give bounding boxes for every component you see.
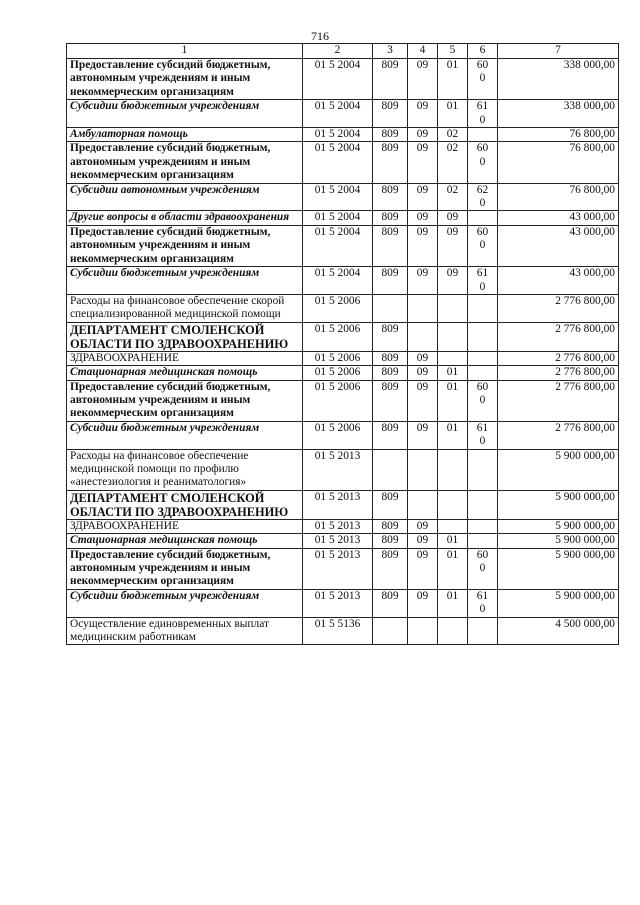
header-row — [67, 44, 619, 59]
expense-type-cell — [468, 294, 498, 322]
department-code-cell: 809 — [373, 490, 408, 519]
target-code-cell: 01 5 2004 — [303, 225, 373, 266]
subsection-code-cell: 09 — [438, 267, 468, 295]
amount-cell: 5 900 000,00 — [498, 548, 619, 589]
amount-cell: 5 900 000,00 — [498, 449, 619, 490]
amount-cell: 5 900 000,00 — [498, 519, 619, 533]
subsection-code-cell: 09 — [438, 211, 468, 225]
table-row — [67, 548, 619, 589]
expense-type-cell: 61 0 — [468, 421, 498, 449]
section-code-cell: 09 — [408, 225, 438, 266]
expense-type-cell: 60 0 — [468, 225, 498, 266]
amount-cell: 43 000,00 — [498, 225, 619, 266]
table-row — [67, 617, 619, 645]
subsection-code-cell: 09 — [438, 225, 468, 266]
department-code-cell: 809 — [373, 534, 408, 548]
row-name-cell: Субсидии автономным учреждениям — [67, 183, 303, 211]
target-code-cell: 01 5 2006 — [303, 421, 373, 449]
subsection-code-cell — [438, 519, 468, 533]
section-code-cell: 09 — [408, 100, 438, 128]
expense-type-cell: 61 0 — [468, 589, 498, 617]
department-code-cell: 809 — [373, 100, 408, 128]
page-number: 716 — [311, 29, 329, 43]
row-name-cell: Расходы на финансовое обеспечение скорой специализированной медицинской помощи — [67, 294, 303, 322]
row-name-cell: Субсидии бюджетным учреждениям — [67, 267, 303, 295]
table-row — [67, 59, 619, 100]
expense-type-cell: 61 0 — [468, 100, 498, 128]
table-row — [67, 100, 619, 128]
amount-cell: 43 000,00 — [498, 211, 619, 225]
header-cell: 4 — [408, 44, 438, 59]
department-code-cell: 809 — [373, 380, 408, 421]
section-code-cell: 09 — [408, 59, 438, 100]
header-cell: 1 — [67, 44, 303, 59]
amount-cell: 2 776 800,00 — [498, 380, 619, 421]
table-row — [67, 142, 619, 183]
header-cell: 2 — [303, 44, 373, 59]
section-code-cell: 09 — [408, 142, 438, 183]
department-code-cell: 809 — [373, 548, 408, 589]
subsection-code-cell — [438, 617, 468, 645]
subsection-code-cell: 02 — [438, 142, 468, 183]
subsection-code-cell: 01 — [438, 380, 468, 421]
department-code-cell — [373, 449, 408, 490]
target-code-cell: 01 5 2004 — [303, 100, 373, 128]
department-code-cell: 809 — [373, 519, 408, 533]
target-code-cell: 01 5 2004 — [303, 267, 373, 295]
table-row — [67, 267, 619, 295]
expense-type-cell — [468, 351, 498, 365]
expense-type-cell — [468, 366, 498, 380]
row-name-cell: Субсидии бюджетным учреждениям — [67, 100, 303, 128]
section-code-cell: 09 — [408, 380, 438, 421]
table-row — [67, 322, 619, 351]
department-code-cell: 809 — [373, 59, 408, 100]
section-code-cell: 09 — [408, 589, 438, 617]
section-code-cell: 09 — [408, 421, 438, 449]
section-code-cell: 09 — [408, 366, 438, 380]
target-code-cell: 01 5 2013 — [303, 534, 373, 548]
section-code-cell: 09 — [408, 267, 438, 295]
expense-type-cell — [468, 490, 498, 519]
table-row — [67, 294, 619, 322]
row-name-cell: ЗДРАВООХРАНЕНИЕ — [67, 351, 303, 365]
section-code-cell — [408, 449, 438, 490]
expense-type-cell — [468, 534, 498, 548]
section-code-cell — [408, 617, 438, 645]
expense-type-cell — [468, 617, 498, 645]
subsection-code-cell — [438, 490, 468, 519]
expense-type-cell — [468, 322, 498, 351]
row-name-cell: ДЕПАРТАМЕНТ СМОЛЕНСКОЙ ОБЛАСТИ ПО ЗДРАВООХРАНЕНИЮ — [67, 322, 303, 351]
expense-type-cell: 60 0 — [468, 380, 498, 421]
amount-cell: 5 900 000,00 — [498, 589, 619, 617]
subsection-code-cell: 01 — [438, 100, 468, 128]
target-code-cell: 01 5 2013 — [303, 490, 373, 519]
amount-cell: 76 800,00 — [498, 142, 619, 183]
target-code-cell: 01 5 2006 — [303, 380, 373, 421]
department-code-cell: 809 — [373, 225, 408, 266]
row-name-cell: Субсидии бюджетным учреждениям — [67, 421, 303, 449]
table-body — [67, 59, 619, 645]
amount-cell: 2 776 800,00 — [498, 366, 619, 380]
subsection-code-cell — [438, 449, 468, 490]
amount-cell: 338 000,00 — [498, 100, 619, 128]
header-cell: 6 — [468, 44, 498, 59]
department-code-cell: 809 — [373, 366, 408, 380]
row-name-cell: ЗДРАВООХРАНЕНИЕ — [67, 519, 303, 533]
budget-table — [66, 43, 619, 645]
department-code-cell: 809 — [373, 128, 408, 142]
table-row — [67, 211, 619, 225]
subsection-code-cell: 01 — [438, 59, 468, 100]
table-row — [67, 449, 619, 490]
section-code-cell — [408, 294, 438, 322]
row-name-cell: Другие вопросы в области здравоохранения — [67, 211, 303, 225]
expense-type-cell: 62 0 — [468, 183, 498, 211]
amount-cell: 2 776 800,00 — [498, 294, 619, 322]
row-name-cell: Предоставление субсидий бюджетным, автономным учреждениям и иным некоммерческим организациям — [67, 59, 303, 100]
section-code-cell: 09 — [408, 534, 438, 548]
target-code-cell: 01 5 2013 — [303, 548, 373, 589]
subsection-code-cell — [438, 294, 468, 322]
target-code-cell: 01 5 2013 — [303, 449, 373, 490]
row-name-cell: Субсидии бюджетным учреждениям — [67, 589, 303, 617]
target-code-cell: 01 5 2006 — [303, 351, 373, 365]
row-name-cell: Предоставление субсидий бюджетным, автономным учреждениям и иным некоммерческим организациям — [67, 142, 303, 183]
amount-cell: 5 900 000,00 — [498, 490, 619, 519]
row-name-cell: Расходы на финансовое обеспечение медицинской помощи по профилю «анестезиология и реаниматология» — [67, 449, 303, 490]
section-code-cell — [408, 490, 438, 519]
table-row — [67, 421, 619, 449]
section-code-cell: 09 — [408, 351, 438, 365]
header-cell: 3 — [373, 44, 408, 59]
amount-cell: 76 800,00 — [498, 128, 619, 142]
target-code-cell: 01 5 2006 — [303, 294, 373, 322]
department-code-cell: 809 — [373, 589, 408, 617]
target-code-cell: 01 5 5136 — [303, 617, 373, 645]
header-cell: 7 — [498, 44, 619, 59]
subsection-code-cell: 01 — [438, 548, 468, 589]
amount-cell: 4 500 000,00 — [498, 617, 619, 645]
department-code-cell: 809 — [373, 142, 408, 183]
row-name-cell: Амбулаторная помощь — [67, 128, 303, 142]
amount-cell: 2 776 800,00 — [498, 421, 619, 449]
row-name-cell: Предоставление субсидий бюджетным, автономным учреждениям и иным некоммерческим организациям — [67, 225, 303, 266]
target-code-cell: 01 5 2004 — [303, 183, 373, 211]
table-row — [67, 225, 619, 266]
subsection-code-cell: 01 — [438, 534, 468, 548]
subsection-code-cell: 02 — [438, 128, 468, 142]
department-code-cell — [373, 617, 408, 645]
expense-type-cell — [468, 449, 498, 490]
department-code-cell: 809 — [373, 183, 408, 211]
department-code-cell — [373, 294, 408, 322]
section-code-cell: 09 — [408, 211, 438, 225]
target-code-cell: 01 5 2004 — [303, 211, 373, 225]
table-row — [67, 351, 619, 365]
amount-cell: 338 000,00 — [498, 59, 619, 100]
department-code-cell: 809 — [373, 267, 408, 295]
subsection-code-cell — [438, 322, 468, 351]
section-code-cell — [408, 322, 438, 351]
row-name-cell: Осуществление единовременных выплат медицинским работникам — [67, 617, 303, 645]
expense-type-cell: 60 0 — [468, 548, 498, 589]
section-code-cell: 09 — [408, 183, 438, 211]
subsection-code-cell: 01 — [438, 366, 468, 380]
department-code-cell: 809 — [373, 351, 408, 365]
section-code-cell: 09 — [408, 548, 438, 589]
department-code-cell: 809 — [373, 322, 408, 351]
department-code-cell: 809 — [373, 421, 408, 449]
table-row — [67, 128, 619, 142]
section-code-cell: 09 — [408, 519, 438, 533]
expense-type-cell: 60 0 — [468, 142, 498, 183]
expense-type-cell: 60 0 — [468, 59, 498, 100]
target-code-cell: 01 5 2006 — [303, 366, 373, 380]
subsection-code-cell: 02 — [438, 183, 468, 211]
subsection-code-cell: 01 — [438, 589, 468, 617]
row-name-cell: ДЕПАРТАМЕНТ СМОЛЕНСКОЙ ОБЛАСТИ ПО ЗДРАВООХРАНЕНИЮ — [67, 490, 303, 519]
target-code-cell: 01 5 2004 — [303, 59, 373, 100]
table-row — [67, 519, 619, 533]
table-row — [67, 534, 619, 548]
row-name-cell: Предоставление субсидий бюджетным, автономным учреждениям и иным некоммерческим организациям — [67, 548, 303, 589]
amount-cell: 2 776 800,00 — [498, 351, 619, 365]
subsection-code-cell: 01 — [438, 421, 468, 449]
department-code-cell: 809 — [373, 211, 408, 225]
target-code-cell: 01 5 2004 — [303, 128, 373, 142]
row-name-cell: Предоставление субсидий бюджетным, автономным учреждениям и иным некоммерческим организациям — [67, 380, 303, 421]
table-row — [67, 183, 619, 211]
row-name-cell: Стационарная медицинская помощь — [67, 534, 303, 548]
amount-cell: 2 776 800,00 — [498, 322, 619, 351]
target-code-cell: 01 5 2006 — [303, 322, 373, 351]
target-code-cell: 01 5 2013 — [303, 519, 373, 533]
amount-cell: 43 000,00 — [498, 267, 619, 295]
expense-type-cell — [468, 519, 498, 533]
section-code-cell: 09 — [408, 128, 438, 142]
expense-type-cell: 61 0 — [468, 267, 498, 295]
row-name-cell: Стационарная медицинская помощь — [67, 366, 303, 380]
amount-cell: 76 800,00 — [498, 183, 619, 211]
table-row — [67, 366, 619, 380]
table-row — [67, 380, 619, 421]
table-row — [67, 490, 619, 519]
subsection-code-cell — [438, 351, 468, 365]
target-code-cell: 01 5 2013 — [303, 589, 373, 617]
header-cell: 5 — [438, 44, 468, 59]
table-row — [67, 589, 619, 617]
amount-cell: 5 900 000,00 — [498, 534, 619, 548]
expense-type-cell — [468, 211, 498, 225]
target-code-cell: 01 5 2004 — [303, 142, 373, 183]
expense-type-cell — [468, 128, 498, 142]
